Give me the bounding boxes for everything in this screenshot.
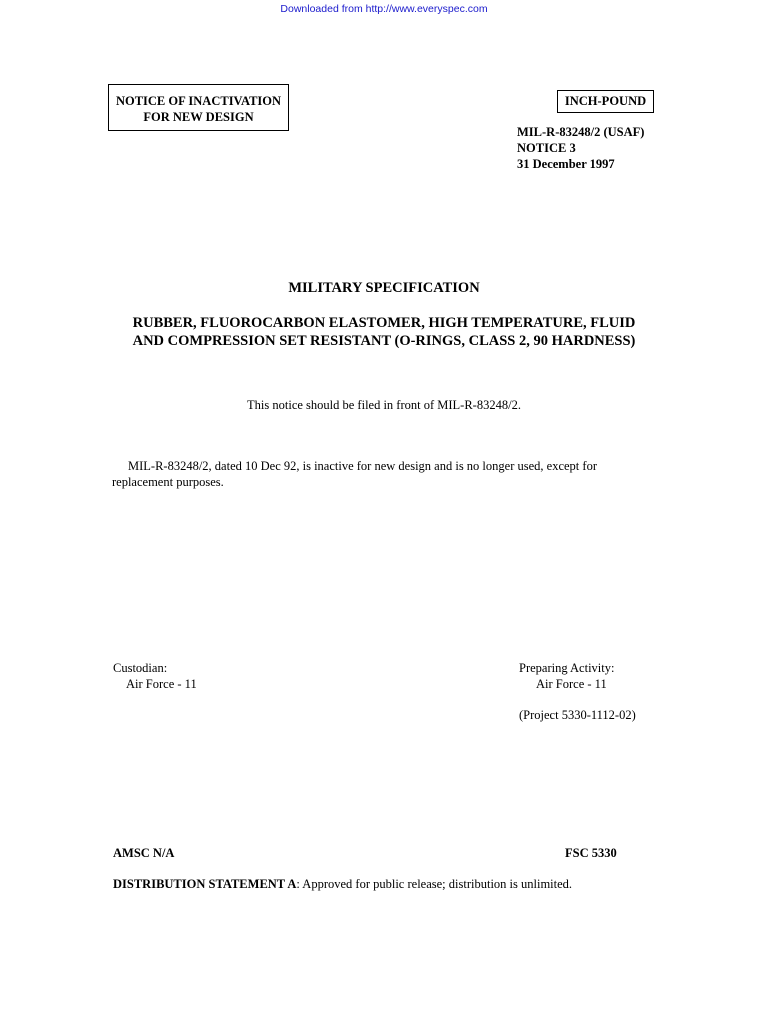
- download-source-link[interactable]: Downloaded from http://www.everyspec.com: [280, 3, 488, 15]
- page-title: MILITARY SPECIFICATION: [288, 280, 480, 296]
- preparing-activity-value: Air Force - 11: [536, 677, 607, 691]
- custodian-block: [113, 660, 197, 692]
- amsc-code: AMSC N/A: [113, 846, 175, 860]
- preparing-activity-block: [519, 660, 614, 692]
- paragraph-line1: MIL-R-83248/2, dated 10 Dec 92, is inactive for new design and is no longer used, except for: [128, 459, 597, 473]
- fsc-code: FSC 5330: [565, 846, 617, 860]
- paragraph-line2: replacement purposes.: [112, 475, 224, 489]
- doc-date: 31 December 1997: [517, 157, 615, 171]
- distribution-label: DISTRIBUTION STATEMENT A: [113, 877, 297, 891]
- distribution-text: : Approved for public release; distribution is unlimited.: [296, 877, 573, 891]
- subject-line2: AND COMPRESSION SET RESISTANT (O-RINGS, CLASS 2, 90 HARDNESS): [132, 333, 636, 349]
- custodian-label: Custodian:: [113, 661, 168, 675]
- distribution-statement: [113, 877, 572, 892]
- document-identifier: [517, 124, 644, 172]
- filing-note: This notice should be filed in front of MIL-R-83248/2.: [247, 398, 521, 412]
- notice-of-inactivation-box: [108, 84, 289, 131]
- specification-subject: [0, 314, 768, 350]
- subject-line1: RUBBER, FLUOROCARBON ELASTOMER, HIGH TEMPERATURE, FLUID: [132, 315, 636, 331]
- doc-notice: NOTICE 3: [517, 141, 576, 155]
- custodian-value: Air Force - 11: [126, 677, 197, 691]
- project-number: (Project 5330-1112-02): [519, 708, 636, 722]
- doc-number: MIL-R-83248/2 (USAF): [517, 125, 645, 139]
- inch-pound-box: INCH-POUND: [557, 90, 654, 113]
- preparing-activity-label: Preparing Activity:: [519, 661, 615, 675]
- notice-box-line1: NOTICE OF INACTIVATION: [115, 94, 282, 108]
- notice-box-line2: FOR NEW DESIGN: [143, 110, 254, 124]
- inactivation-paragraph: [112, 458, 632, 490]
